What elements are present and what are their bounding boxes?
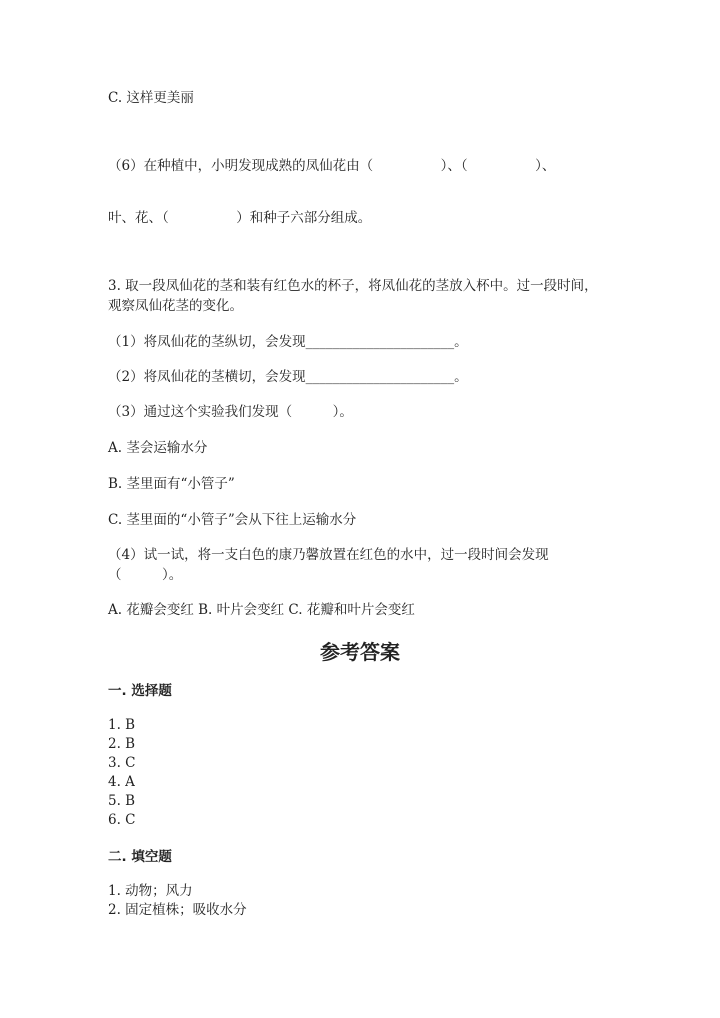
q3-sub3: （3）通过这个实验我们发现（ ）。	[108, 404, 353, 420]
fill-answer-2: 2. 固定植株；吸收水分	[108, 902, 247, 918]
q3-sub4-options: A. 花瓣会变红 B. 叶片会变红 C. 花瓣和叶片会变红	[108, 602, 415, 618]
q3-sub1: （1）将凤仙花的茎纵切，会发现______________________。	[108, 334, 468, 350]
q6-line2: 叶、花、（ ）和种子六部分组成。	[108, 210, 372, 226]
q3-sub3-option-c: C. 茎里面的“小管子”会从下往上运输水分	[108, 512, 357, 528]
answer-2: 2. B	[108, 736, 136, 752]
q3-sub4-line1: （4）试一试，将一支白色的康乃馨放置在红色的水中，过一段时间会发现	[108, 547, 549, 563]
answer-1: 1. B	[108, 717, 136, 733]
q3-sub3-option-b: B. 茎里面有“小管子”	[108, 476, 235, 492]
answer-3: 3. C	[108, 755, 136, 771]
q3-sub2: （2）将凤仙花的茎横切，会发现______________________。	[108, 369, 468, 385]
q3-sub3-option-a: A. 茎会运输水分	[108, 440, 208, 456]
option-c-beauty: C. 这样更美丽	[108, 90, 194, 106]
section2-title: 二. 填空题	[108, 849, 172, 865]
section1-title: 一. 选择题	[108, 683, 172, 699]
q6-line1: （6）在种植中，小明发现成熟的凤仙花由（ ）、（ ）、	[108, 158, 556, 174]
fill-answer-1: 1. 动物；风力	[108, 883, 193, 899]
q3-stem: 3. 取一段凤仙花的茎和装有红色水的杯子，将凤仙花的茎放入杯中。过一段时间，观察凤仙花茎的变化。	[108, 278, 598, 314]
q3-sub4-line2: （ ）。	[108, 567, 183, 583]
answer-4: 4. A	[108, 774, 135, 790]
answer-6: 6. C	[108, 812, 136, 828]
answer-5: 5. B	[108, 793, 136, 809]
answer-key-title: 参考答案	[320, 640, 400, 664]
